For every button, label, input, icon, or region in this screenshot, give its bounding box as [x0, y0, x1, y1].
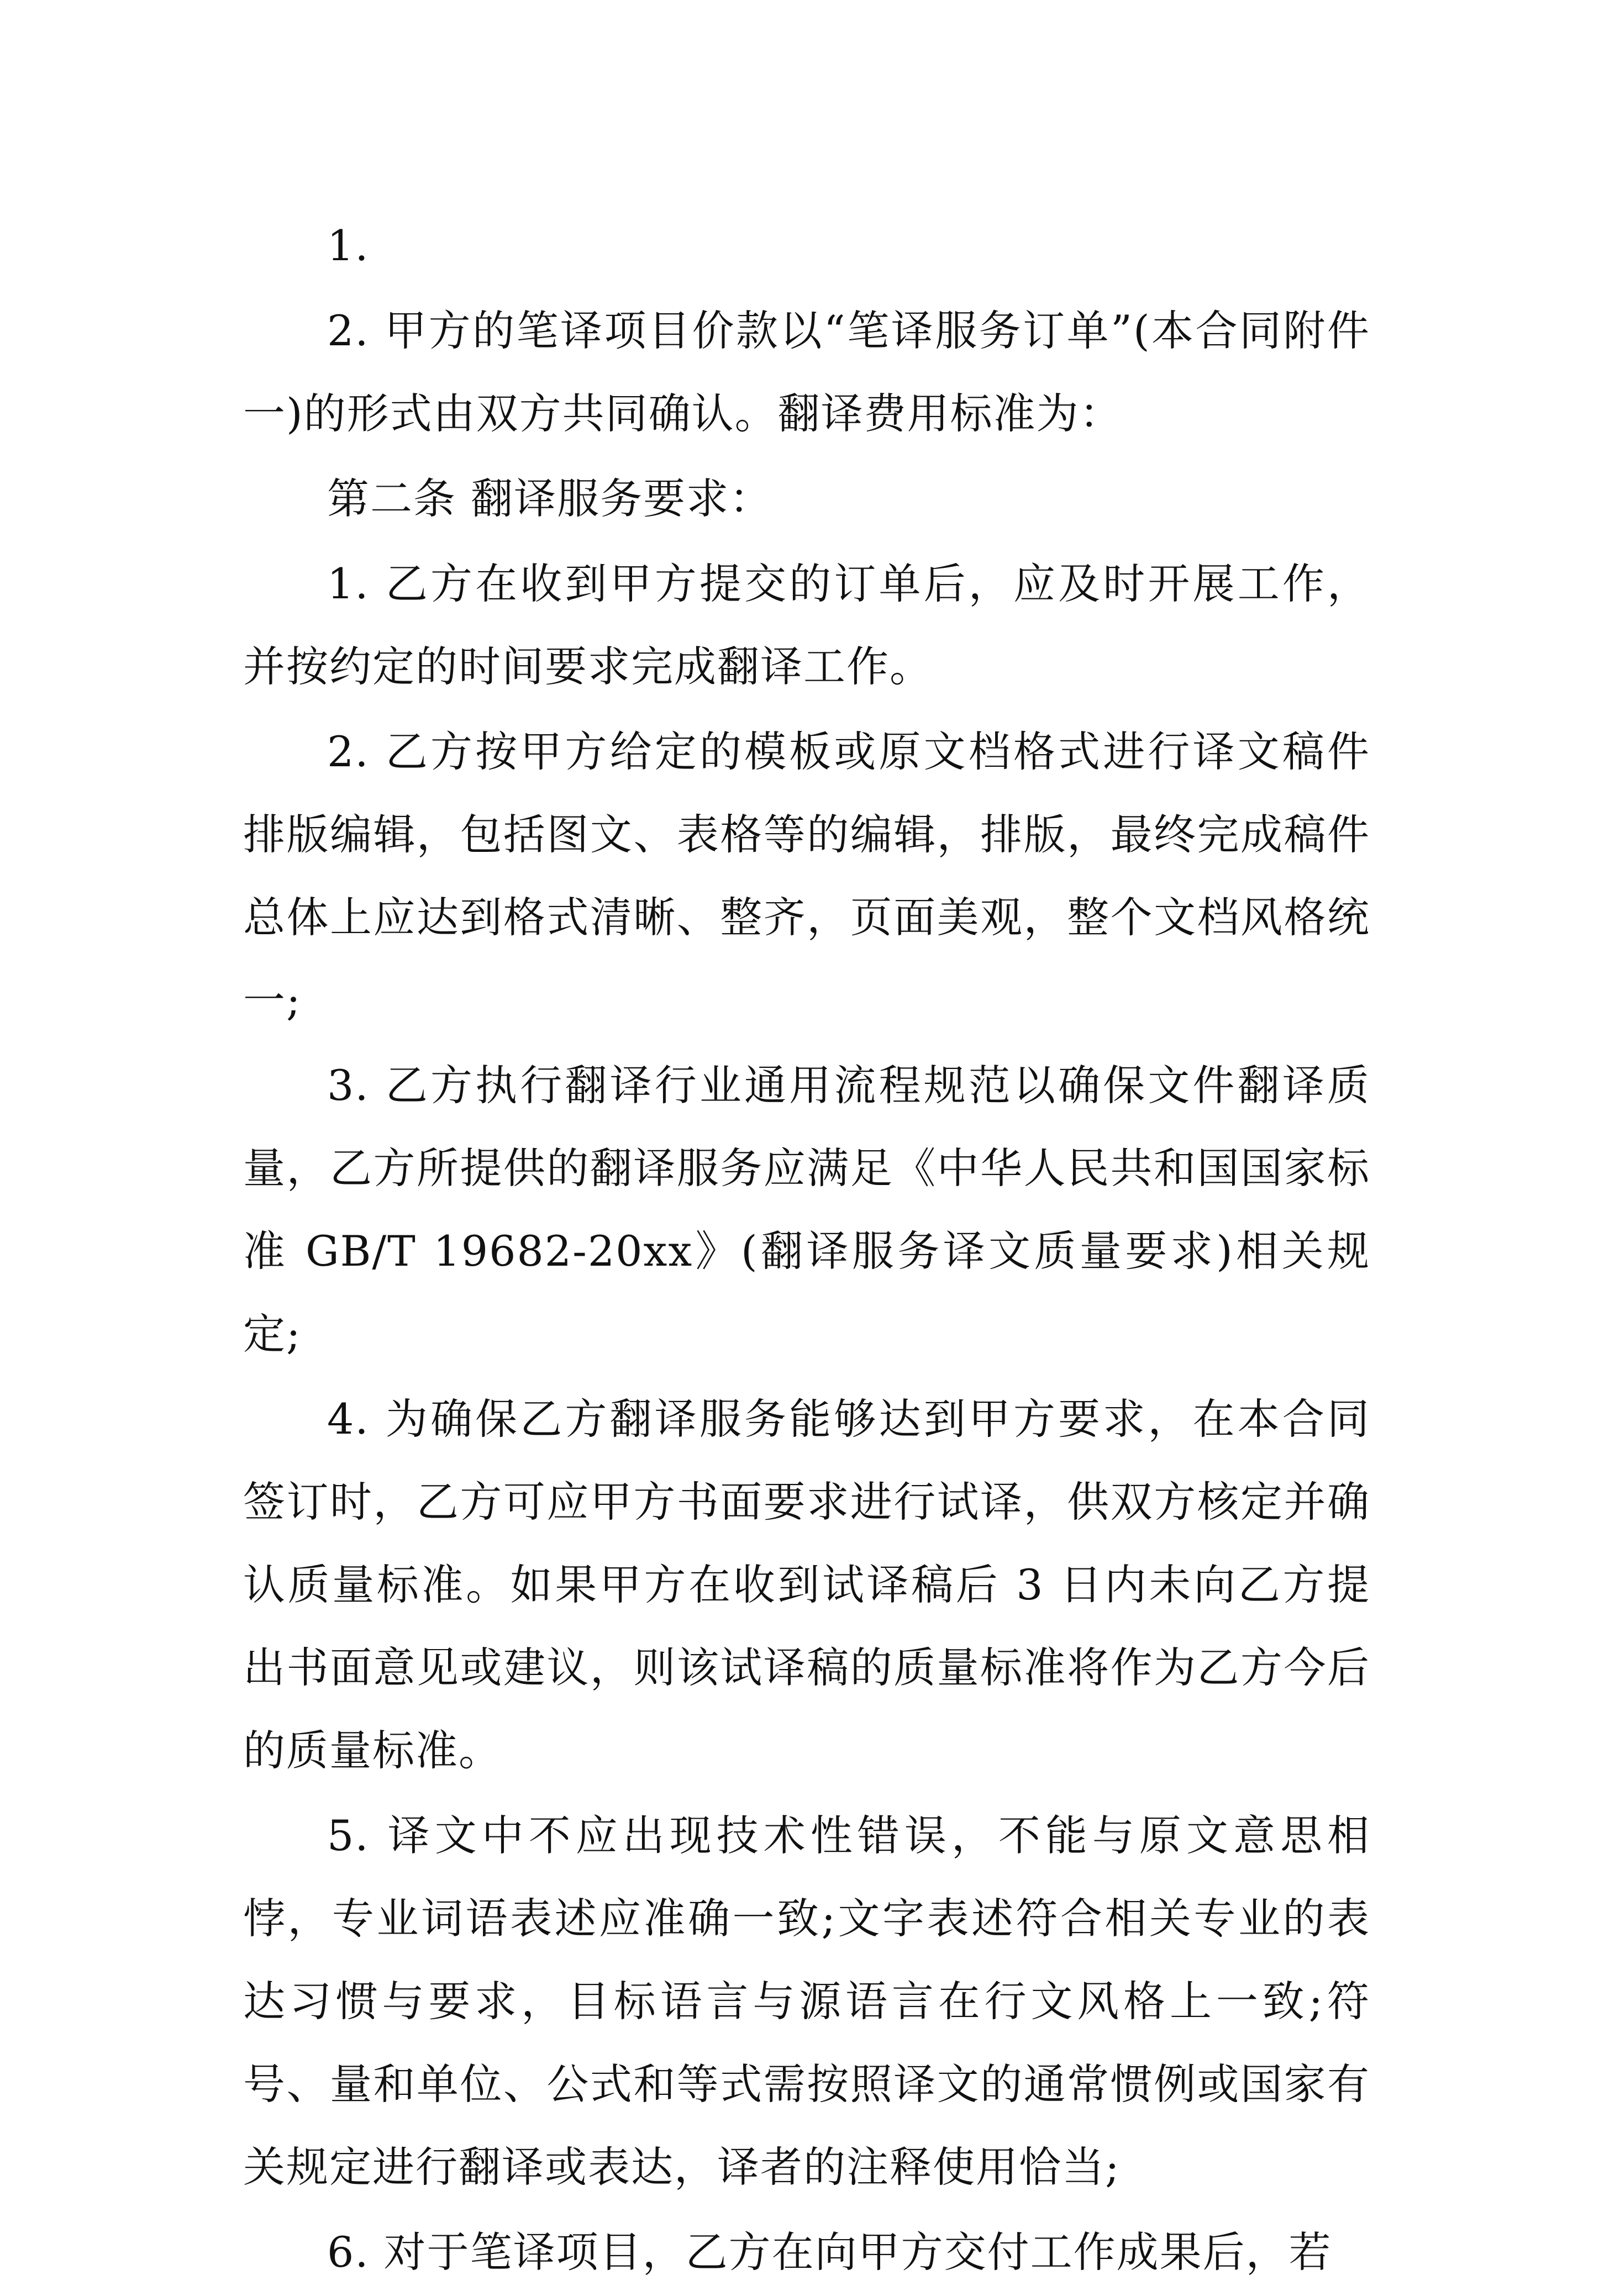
paragraph-4: 2. 乙方按甲方给定的模板或原文档格式进行译文稿件排版编辑，包括图文、表格等的编辑，排版，最终完成稿件总体上应达到格式清晰、整齐，页面美观，整个文档风格统一; [243, 727, 1370, 1025]
paragraph-6: 4. 为确保乙方翻译服务能够达到甲方要求，在本合同签订时，乙方可应甲方书面要求进行试译，供双方核定并确认质量标准。如果甲方在收到试译稿后 3 日内未向乙方提出书面意见或建议，则该试译稿的质量标准将作为乙方今后的质量标准。 [243, 1394, 1370, 1775]
document-body [243, 204, 1370, 2296]
paragraph-3: 1. 乙方在收到甲方提交的订单后，应及时开展工作，并按约定的时间要求完成翻译工作。 [243, 559, 1370, 691]
paragraph-7: 5. 译文中不应出现技术性错误，不能与原文意思相悖，专业词语表述应准确一致;文字表述符合相关专业的表达习惯与要求，目标语言与源语言在行文风格上一致;符号、量和单位、公式和等式需按照译文的通常惯例或国家有关规定进行翻译或表达，译者的注释使用恰当; [243, 1811, 1370, 2192]
paragraph-2: 2. 甲方的笔译项目价款以“笔译服务订单”(本合同附件一)的形式由双方共同确认。翻译费用标准为： [243, 306, 1370, 438]
paragraph-1: 1. [327, 221, 370, 270]
section-heading: 第二条 翻译服务要求： [327, 474, 773, 523]
paragraph-8: 6. 对于笔译项目，乙方在向甲方交付工作成果后，若 [327, 2227, 1332, 2277]
paragraph-5: 3. 乙方执行翻译行业通用流程规范以确保文件翻译质量，乙方所提供的翻译服务应满足《中华人民共和国国家标准 GB/T 19682-20xx》(翻译服务译文质量要求)相关规定; [243, 1061, 1370, 1358]
